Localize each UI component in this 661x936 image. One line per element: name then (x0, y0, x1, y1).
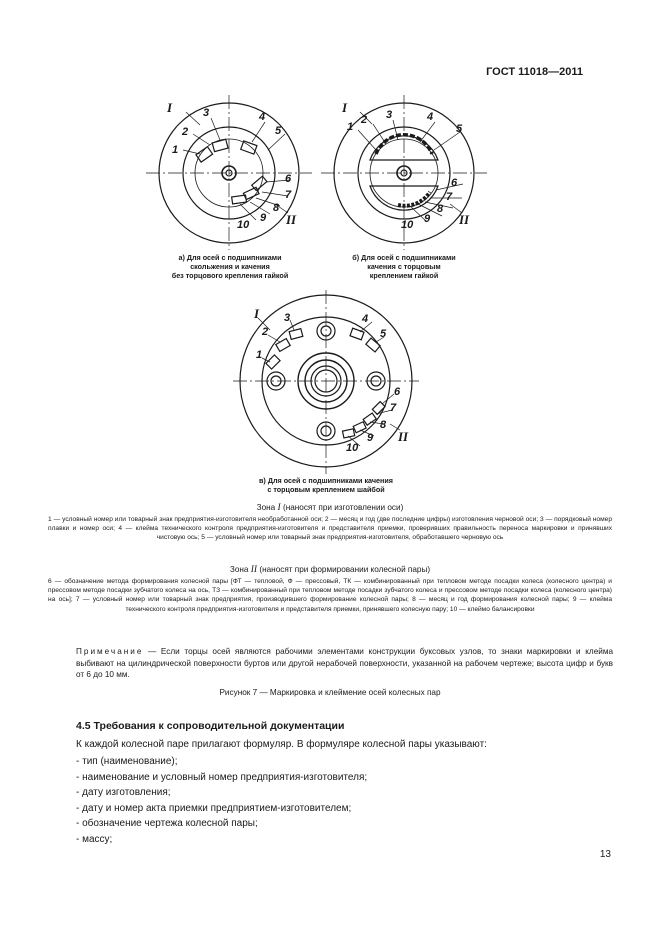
callout-8: 8 (437, 203, 444, 215)
callout-2: 2 (182, 126, 189, 138)
callout-3: 3 (284, 312, 291, 324)
callout-10: 10 (346, 442, 359, 454)
callout-10: 10 (401, 219, 414, 231)
callout-1: 1 (256, 349, 263, 361)
callout-9: 9 (260, 212, 267, 224)
list-item: - тип (наименование); (76, 754, 367, 770)
zone-label-ii: II (398, 429, 409, 444)
list-item: - дату и номер акта приемки предприятием-изготовителем; (76, 801, 367, 817)
required-items-list (76, 754, 367, 848)
zone2-legend: 6 — обозначение метода формирования колесной пары [ФТ — тепловой, Ф — прессовый, ТК — комбинированный при тепловом методе посадки колеса (колесного центра) и прессовом методе посадки зубчатого колеса на ось, ТЗ — комбинированный при тепловом методе посадки зубчатого колеса и прессовом методе посадки колеса (колесного центра) на ось]; 7 — условный номер или товарный знак предприятия, производившего формирование колесной пары; 8 — месяц и год формирования колесной пары; 9 — клейма технического контроля предприятия-изготовителя и представителя приемки, принявшего колесную пару; 10 — клеймо балансировки (48, 578, 612, 613)
section-intro: К каждой колесной паре прилагают формуляр. В формуляре колесной пары указывают: (76, 739, 487, 750)
zone-label-ii: II (286, 212, 297, 227)
caption-a: а) Для осей с подшипниками скольжения и качения без торцового крепления гайкой (171, 253, 289, 280)
callout-9: 9 (424, 213, 431, 225)
list-item: - наименование и условный номер предприятия-изготовителя; (76, 770, 367, 786)
caption-b: б) Для осей с подшипниками качения с торцовым креплением гайкой (352, 253, 456, 280)
callout-1: 1 (172, 144, 179, 156)
callout-5: 5 (380, 328, 387, 340)
zone1-legend: 1 — условный номер или товарный знак предприятия-изготовителя необработанной оси; 2 — месяц и год (две последние цифры) изготовления черновой оси; 3 — порядковый номер плавки и номер оси; 4 — клейма технического контроля предприятия-изготовителя и представителя приемки, проверивших правильность переноса маркировки и принявших чистовую ось; 5 — условный номер или товарный знак предприятия-изготовителя, обработавшего черновую ось (48, 516, 612, 542)
standard-designation: ГОСТ 11018—2011 (486, 66, 583, 78)
callout-7: 7 (446, 191, 453, 203)
list-item: - обозначение чертежа колесной пары; (76, 816, 367, 832)
list-item: - массу; (76, 832, 367, 848)
callout-4: 4 (259, 111, 266, 123)
zone2-title: Зона II (наносят при формировании колесной пары) (229, 565, 431, 575)
callout-5: 5 (456, 123, 463, 135)
callout-1: 1 (347, 121, 354, 133)
zone-label-i: I (167, 100, 173, 115)
zone-label-i: I (254, 306, 260, 321)
callout-10: 10 (237, 219, 250, 231)
callout-7: 7 (285, 189, 292, 201)
figure-caption: Рисунок 7 — Маркировка и клеймение осей колесных пар (219, 688, 441, 697)
callout-3: 3 (386, 109, 393, 121)
callout-numbers (172, 107, 463, 454)
zone-label-i: I (342, 100, 348, 115)
callout-6: 6 (285, 173, 292, 185)
figure-c-axle-end (233, 290, 419, 474)
list-item: - дату изготовления; (76, 785, 367, 801)
zone-label-ii: II (459, 212, 470, 227)
callout-5: 5 (275, 125, 282, 137)
callout-6: 6 (451, 177, 458, 189)
callout-7: 7 (390, 402, 397, 414)
callout-9: 9 (367, 432, 374, 444)
callout-3: 3 (203, 107, 210, 119)
callout-4: 4 (427, 111, 434, 123)
callout-2: 2 (361, 114, 368, 126)
page-number: 13 (599, 849, 611, 860)
caption-c: в) Для осей с подшипниками качения с торцовым креплением шайбой (259, 476, 393, 494)
callout-4: 4 (362, 313, 369, 325)
section-heading: 4.5 Требования к сопроводительной документации (76, 720, 345, 732)
callout-8: 8 (380, 419, 387, 431)
zone1-title: Зона I (наносят при изготовлении оси) (256, 503, 404, 513)
callout-8: 8 (273, 202, 280, 214)
callout-2: 2 (262, 326, 269, 338)
figure-note: Примечание — Если торцы осей являются рабочими элементами конструкции буксовых узлов, то знаки маркировки и клейма выбивают на цилиндрической поверхности буртов или другой нерабочей поверхности, указанной на рабочем чертеже; высота цифр и букв от 6 до 10 мм. (76, 647, 613, 679)
callout-6: 6 (394, 386, 401, 398)
